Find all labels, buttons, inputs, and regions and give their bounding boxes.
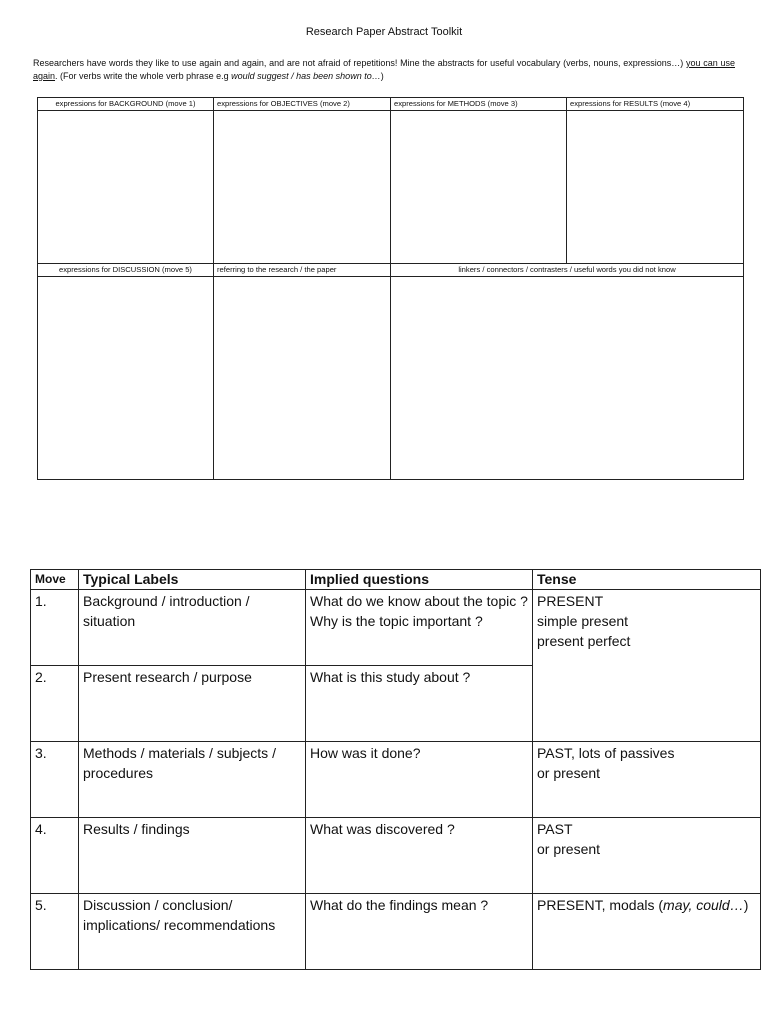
tense-line: PAST, lots of passives [537,745,675,761]
move-tense [533,590,761,742]
table-row [31,742,761,818]
cell-linkers[interactable] [391,276,744,479]
cell-background[interactable] [38,111,214,264]
tense-line: simple present [537,613,629,629]
tense-line: or present [537,841,601,857]
cell-results[interactable] [567,111,744,264]
cell-referring[interactable] [214,276,391,479]
move-label: Methods / materials / subjects / procedures [79,742,306,818]
move-question [306,818,533,894]
intro-text-3: ) [380,71,384,81]
moves-table [30,569,761,970]
move-tense [533,818,761,894]
table-row [31,894,761,970]
tense-line: PAST [537,821,573,837]
question-line: What was discovered ? [310,821,455,837]
move-tense [533,894,761,970]
col-header-tense: Tense [533,570,761,590]
intro-text-2: . (For verbs write the whole verb phrase e.g [55,71,232,81]
table-row [31,590,761,666]
question-line: What do the findings mean ? [310,897,489,913]
move-question [306,666,533,742]
header-background: expressions for BACKGROUND (move 1) [38,98,214,111]
move-label: Present research / purpose [79,666,306,742]
move-number: 2. [31,666,79,742]
cell-discussion[interactable] [38,276,214,479]
move-number: 4. [31,818,79,894]
question-line: Why is the topic important ? [310,613,483,629]
move-question [306,590,533,666]
header-linkers: linkers / connectors / contrasters / useful words you did not know [391,263,744,276]
tense-suffix: ) [743,897,749,913]
move-question [306,742,533,818]
tense-line: or present [537,765,601,781]
header-discussion: expressions for DISCUSSION (move 5) [38,263,214,276]
col-header-questions: Implied questions [306,570,533,590]
table-row [31,818,761,894]
page-title: Research Paper Abstract Toolkit [305,26,463,38]
intro-paragraph [33,57,735,83]
cell-methods[interactable] [391,111,567,264]
tense-line: present perfect [537,633,631,649]
move-label: Background / introduction / situation [79,590,306,666]
header-referring: referring to the research / the paper [214,263,391,276]
move-label: Discussion / conclusion/ implications/ recommendations [79,894,306,970]
tense-line: PRESENT [537,593,604,609]
cell-objectives[interactable] [214,111,391,264]
col-header-move: Move [31,570,79,590]
move-tense [533,742,761,818]
move-label: Results / findings [79,818,306,894]
intro-example: would suggest / has been shown to… [231,71,381,81]
tense-italic: may, could… [663,897,744,913]
tense-prefix: PRESENT, modals ( [537,897,664,913]
header-results: expressions for RESULTS (move 4) [567,98,744,111]
toolkit-grid [37,97,744,480]
header-objectives: expressions for OBJECTIVES (move 2) [214,98,391,111]
question-line: What do we know about the topic ? [310,593,528,609]
question-line: What is this study about ? [310,669,471,685]
intro-underlined-text: you can use again [33,58,735,81]
move-number: 1. [31,590,79,666]
move-number: 3. [31,742,79,818]
move-number: 5. [31,894,79,970]
col-header-labels: Typical Labels [79,570,306,590]
header-methods: expressions for METHODS (move 3) [391,98,567,111]
question-line: How was it done? [310,745,421,761]
move-question [306,894,533,970]
intro-text-1: Researchers have words they like to use again and again, and are not afraid of repetitions! Mine the abstracts for useful vocabulary (verbs, nouns, expressions…) [33,58,686,68]
